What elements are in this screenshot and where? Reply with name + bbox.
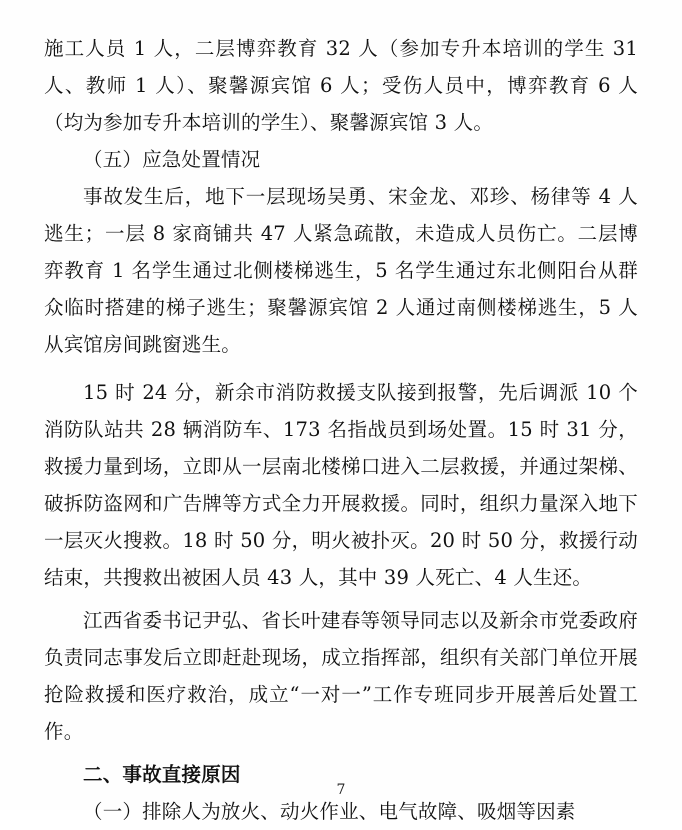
heading-emergency-response: （五）应急处置情况 xyxy=(83,148,261,171)
document-body xyxy=(44,30,638,830)
paragraph-escape: 事故发生后，地下一层现场吴勇、宋金龙、邓珍、杨律等 4 人逃生；一层 8 家商铺共 47 人紧急疏散，未造成人员伤亡。二层博弈教育 1 名学生通过北侧楼梯逃生，5 名学生通过东北侧阳台从群众临时搭建的梯子逃生；聚馨源宾馆 2 人通过南侧楼梯逃生，5 人从宾馆房间跳窗逃生。 xyxy=(44,185,638,356)
paragraph-rescue: 15 时 24 分，新余市消防救援支队接到报警，先后调派 10 个消防队站共 28 辆消防车、173 名指战员到场处置。15 时 31 分，救援力量到场，立即从一层南北楼梯口进入二层救援，并通过架梯、破拆防盗网和广告牌等方式全力开展救援。同时，组织力量深入地下一层灭火搜救。18 时 50 分，明火被扑灭。20 时 50 分，救援行动结束，共搜救出被困人员 43 人，其中 39 人死亡、4 人生还。 xyxy=(44,381,638,589)
page-number: 7 xyxy=(336,782,346,798)
paragraph-spacer-1 xyxy=(44,363,638,374)
paragraph-leaders: 江西省委书记尹弘、省长叶建春等领导同志以及新余市党委政府负责同志事发后立即赶赴现场，成立指挥部，组织有关部门单位开展抢险救援和医疗救治，成立“一对一”工作专班同步开展善后处置工作。 xyxy=(44,609,638,743)
section-heading-direct-cause: 二、事故直接原因 xyxy=(83,763,241,786)
subsection-exclusion: （一）排除人为放火、动火作业、电气故障、吸烟等因素 xyxy=(83,800,576,823)
paragraph-casualties: 施工人员 1 人，二层博弈教育 32 人（参加专升本培训的学生 31 人、教师 1 人）、聚馨源宾馆 6 人；受伤人员中，博弈教育 6 人（均为参加专升本培训的学生）、聚馨源宾馆 3 人。 xyxy=(44,37,638,134)
